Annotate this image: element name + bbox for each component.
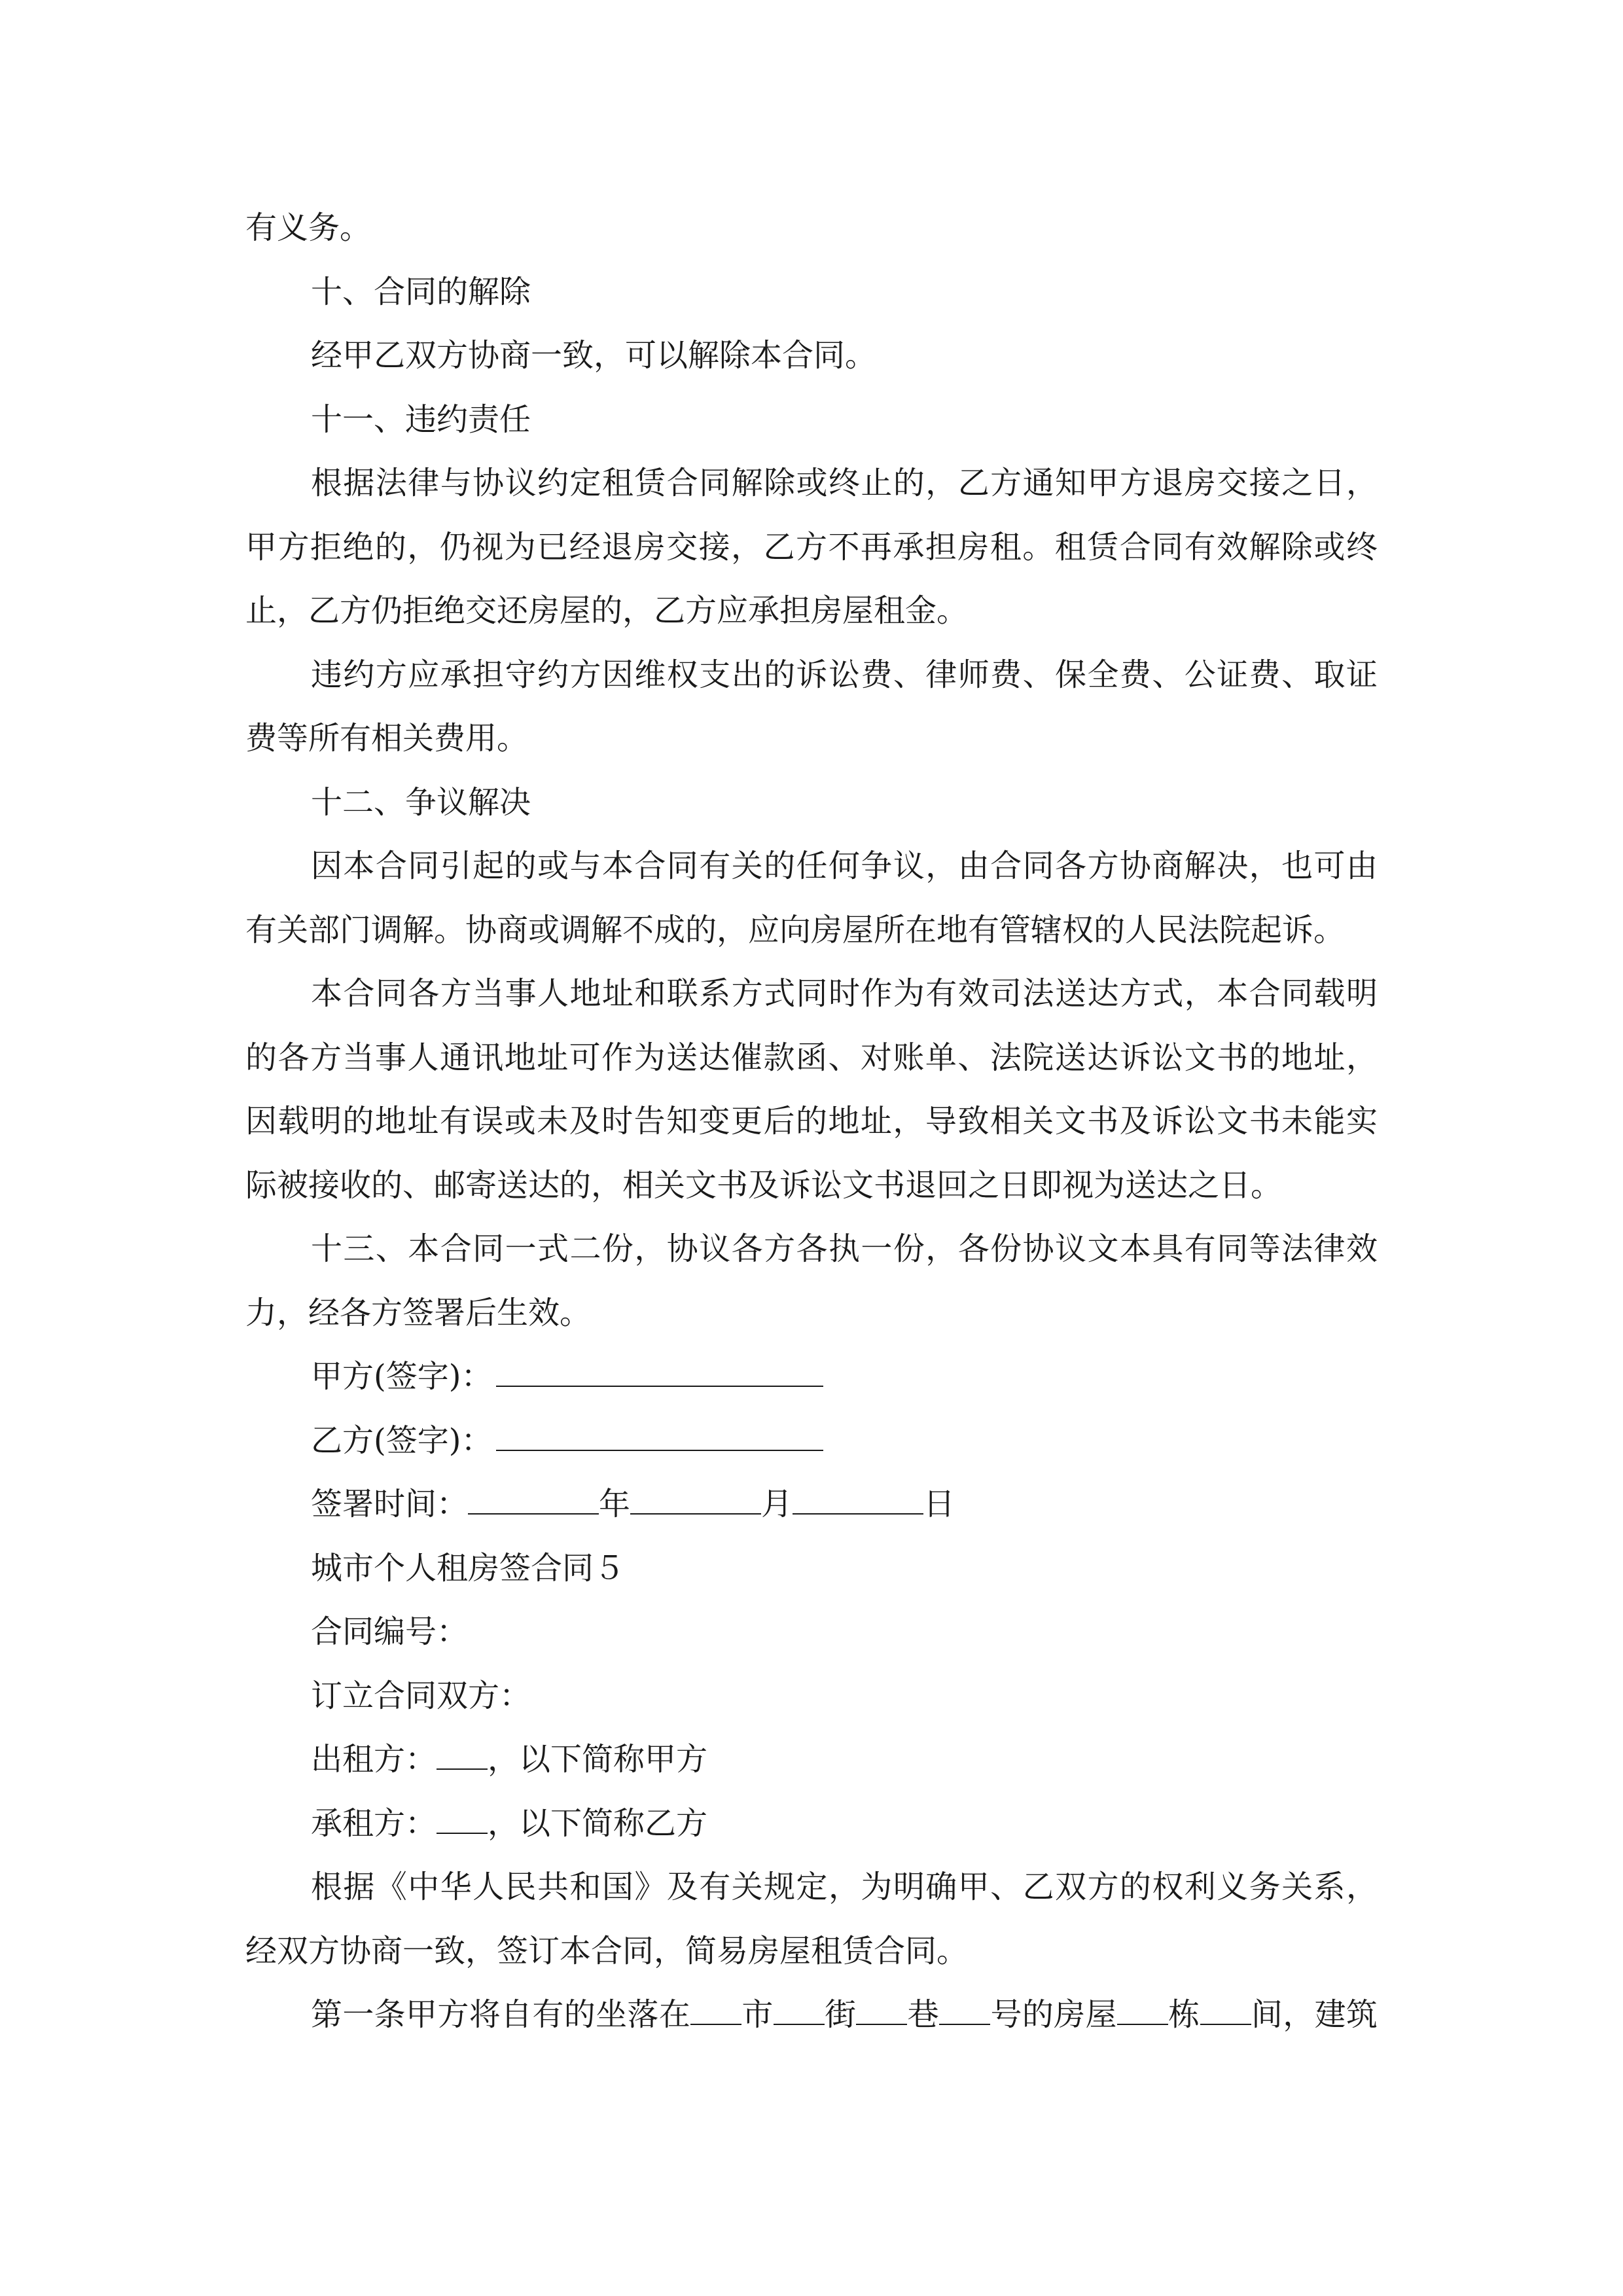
- signature-month-label: 月: [761, 1486, 793, 1522]
- signature-date-label: 签署时间：: [311, 1486, 469, 1522]
- room-blank[interactable]: [1200, 1998, 1251, 2025]
- lessee-line: [245, 1792, 1378, 1856]
- lessee-label: 承租方：: [311, 1804, 437, 1842]
- signature-date: [245, 1473, 1378, 1537]
- signature-party-b-label: 乙方(签字)：: [311, 1422, 493, 1459]
- lessee-suffix: ，以下简称乙方: [488, 1804, 708, 1842]
- paragraph-line: 根据《中华人民共和国》及有关规定，为明确甲、乙双方的权利义务关系，: [311, 1869, 1378, 1905]
- paragraph-line: 费等所有相关费用。: [245, 720, 529, 757]
- article-one-city: 市: [741, 1996, 774, 2033]
- signature-year-blank[interactable]: [468, 1487, 599, 1515]
- lane-blank[interactable]: [856, 1998, 907, 2025]
- city-blank[interactable]: [690, 1998, 741, 2025]
- article-one-room: 间，建筑: [1251, 1996, 1378, 2033]
- article-one-line: [245, 1983, 1378, 2047]
- contract-title: 城市个人租房签合同５: [311, 1549, 626, 1587]
- article-one-lane: 巷: [907, 1996, 940, 2033]
- lessor-blank[interactable]: [437, 1742, 488, 1770]
- paragraph-line: 本合同各方当事人地址和联系方式同时作为有效司法送达方式，本合同载明: [311, 975, 1378, 1012]
- number-blank[interactable]: [939, 1998, 990, 2025]
- paragraph-line: 止，乙方仍拒绝交还房屋的，乙方应承担房屋租金。: [245, 592, 969, 629]
- paragraph-line: 际被接收的、邮寄送达的，相关文书及诉讼文书退回之日即视为送达之日。: [245, 1166, 1283, 1204]
- article-one-street: 街: [824, 1996, 857, 2033]
- signature-day-label: 日: [923, 1486, 955, 1522]
- paragraph-line: 的各方当事人通讯地址可作为送达催款函、对账单、法院送达诉讼文书的地址，: [245, 1039, 1378, 1076]
- article-one-prefix: 第一条甲方将自有的坐落在: [311, 1996, 691, 2033]
- section-heading-dispute: 十二、争议解决: [311, 783, 531, 821]
- lessor-suffix: ，以下简称甲方: [488, 1741, 708, 1778]
- section-heading-liability: 十一、违约责任: [311, 401, 531, 438]
- paragraph-line: 经双方协商一致，签订本合同，简易房屋租赁合同。: [245, 1932, 969, 1969]
- paragraph-line: 有义务。: [245, 209, 372, 246]
- paragraph-line: 有关部门调解。协商或调解不成的，应向房屋所在地有管辖权的人民法院起诉。: [245, 911, 1346, 948]
- contract-parties-label: 订立合同双方：: [311, 1677, 531, 1714]
- signature-party-a-blank[interactable]: [496, 1359, 823, 1387]
- lessor-line: [245, 1728, 1378, 1792]
- article-one-building: 栋: [1168, 1996, 1200, 2033]
- signature-year-label: 年: [599, 1486, 631, 1522]
- paragraph-line: 甲方拒绝的，仍视为已经退房交接，乙方不再承担房租。租赁合同有效解除或终: [245, 528, 1378, 565]
- signature-party-b-blank[interactable]: [496, 1424, 823, 1451]
- signature-month-blank[interactable]: [630, 1487, 761, 1515]
- paragraph-line: 因载明的地址有误或未及时告知变更后的地址，导致相关文书及诉讼文书未能实: [245, 1103, 1378, 1139]
- paragraph-line: 因本合同引起的或与本合同有关的任何争议，由合同各方协商解决，也可由: [311, 848, 1378, 884]
- lessor-label: 出租方：: [311, 1741, 437, 1778]
- article-one-number: 号的房屋: [990, 1996, 1117, 2033]
- section-heading-termination: 十、合同的解除: [311, 273, 531, 310]
- paragraph-line: 力，经各方签署后生效。: [245, 1294, 592, 1331]
- signature-party-b: [245, 1409, 1378, 1473]
- document-body: [245, 196, 1378, 2047]
- paragraph-line: 违约方应承担守约方因维权支出的诉讼费、律师费、保全费、公证费、取证: [311, 656, 1378, 693]
- contract-number-label: 合同编号：: [311, 1613, 469, 1650]
- signature-party-a-label: 甲方(签字)：: [311, 1358, 493, 1395]
- signature-day-blank[interactable]: [793, 1487, 923, 1515]
- lessee-blank[interactable]: [437, 1806, 488, 1834]
- paragraph-line: 经甲乙双方协商一致，可以解除本合同。: [311, 337, 877, 374]
- signature-party-a: [245, 1345, 1378, 1409]
- paragraph-line: 根据法律与协议约定租赁合同解除或终止的，乙方通知甲方退房交接之日，: [311, 465, 1378, 501]
- paragraph-line: 十三、本合同一式二份，协议各方各执一份，各份协议文本具有同等法律效: [311, 1230, 1378, 1267]
- street-blank[interactable]: [774, 1998, 825, 2025]
- building-blank[interactable]: [1117, 1998, 1168, 2025]
